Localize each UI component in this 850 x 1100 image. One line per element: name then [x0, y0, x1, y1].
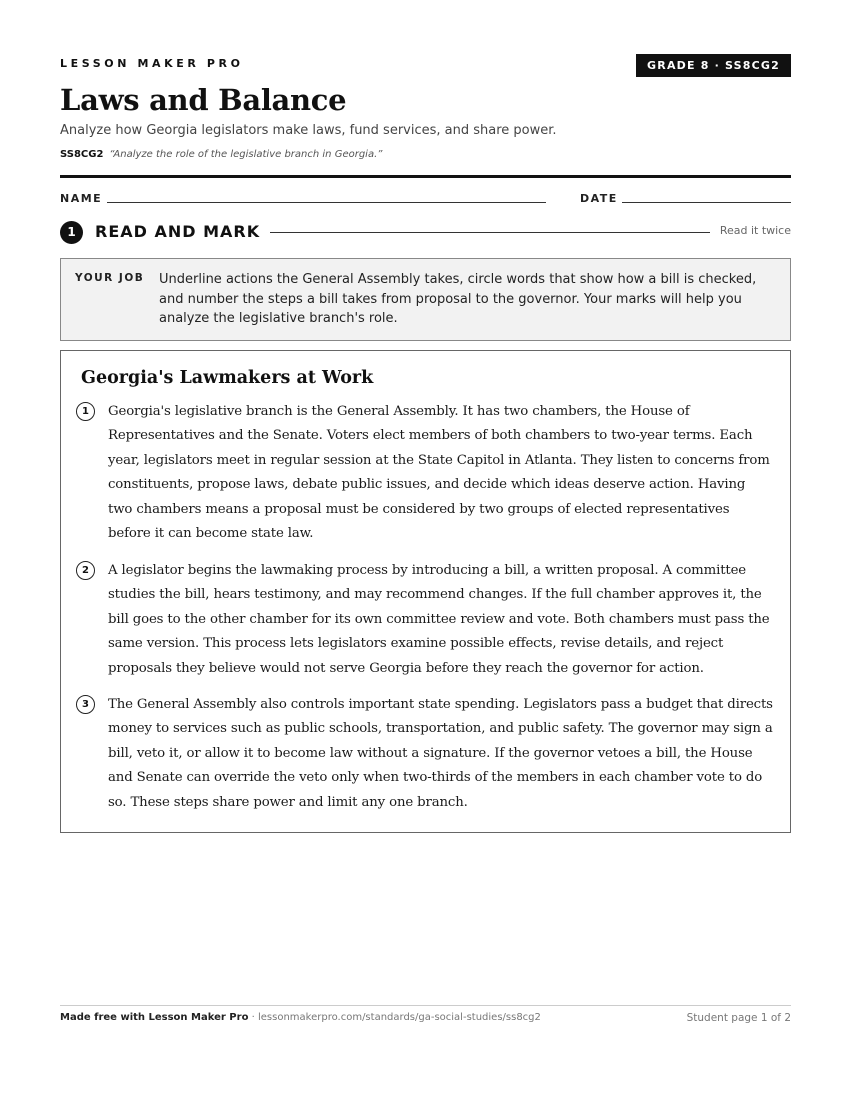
footer-credit [60, 1012, 541, 1023]
paragraph-number: 1 [76, 402, 95, 421]
job-label: YOUR JOB [75, 272, 145, 284]
section-note: Read it twice [719, 224, 791, 237]
grade-badge: GRADE 8 · SS8CG2 [636, 54, 791, 77]
footer-divider [60, 1005, 791, 1006]
section-number-badge: 1 [60, 221, 83, 244]
footer-url: · lessonmakerpro.com/standards/ga-social-studies/ss8cg2 [248, 1012, 541, 1023]
paragraph-number: 3 [76, 695, 95, 714]
paragraph-text: The General Assembly also controls important state spending. Legislators pass a budget that directs money to services such as public schools, transportation, and public safety. The governor may sign a bill, veto it, or allow it to become law without a signature. If the governor vetoes a bill, the House and Senate can override the veto only when two-thirds of the members in each chamber vote to do so. These steps share power and limit any one branch. [108, 697, 773, 810]
standard-quote: “Analyze the role of the legislative branch in Georgia.” [109, 149, 383, 160]
reading-passage-box [60, 350, 791, 833]
section-divider [270, 232, 710, 233]
paragraph-number: 2 [76, 561, 95, 580]
job-instructions-box [60, 258, 791, 341]
paragraph-text: A legislator begins the lawmaking process by introducing a bill, a written proposal. A committee studies the bill, hears testimony, and may recommend changes. If the full chamber approves it, the bill goes to the other chamber for its own committee review and vote. Both chambers must pass the same version. This process lets legislators examine possible effects, revise details, and reject proposals they believe would not serve Georgia before they reach the governor for action. [108, 563, 770, 676]
date-label: DATE [580, 192, 618, 205]
page-title: Laws and Balance [60, 83, 347, 117]
name-field-line[interactable] [107, 202, 546, 203]
header-divider [60, 175, 791, 178]
reading-title: Georgia's Lawmakers at Work [81, 368, 374, 388]
name-label: NAME [60, 192, 103, 205]
brand-name: LESSON MAKER PRO [60, 57, 244, 70]
section-title: READ AND MARK [95, 222, 261, 241]
job-text: Underline actions the General Assembly takes, circle words that show how a bill is checked, and number the steps a bill takes from proposal to the governor. Your marks will help you analyze the legislative branch's role. [159, 272, 757, 326]
standard-line [60, 149, 382, 160]
paragraph-text: Georgia's legislative branch is the General Assembly. It has two chambers, the House of Representatives and the Senate. Voters elect members of both chambers to two-year terms. Each year, legislators meet in regular session at the State Capitol in Atlanta. They listen to concerns from constituents, propose laws, debate public issues, and decide which ideas deserve action. Having two chambers means a proposal must be considered by two groups of elected representatives before it can become state law. [108, 404, 770, 542]
footer-made-with: Made free with Lesson Maker Pro [60, 1012, 249, 1023]
footer-page-number: Student page 1 of 2 [686, 1012, 791, 1024]
page-subtitle: Analyze how Georgia legislators make laws, fund services, and share power. [60, 123, 557, 138]
worksheet-page [60, 0, 791, 1100]
standard-code: SS8CG2 [60, 149, 104, 160]
date-field-line[interactable] [622, 202, 791, 203]
